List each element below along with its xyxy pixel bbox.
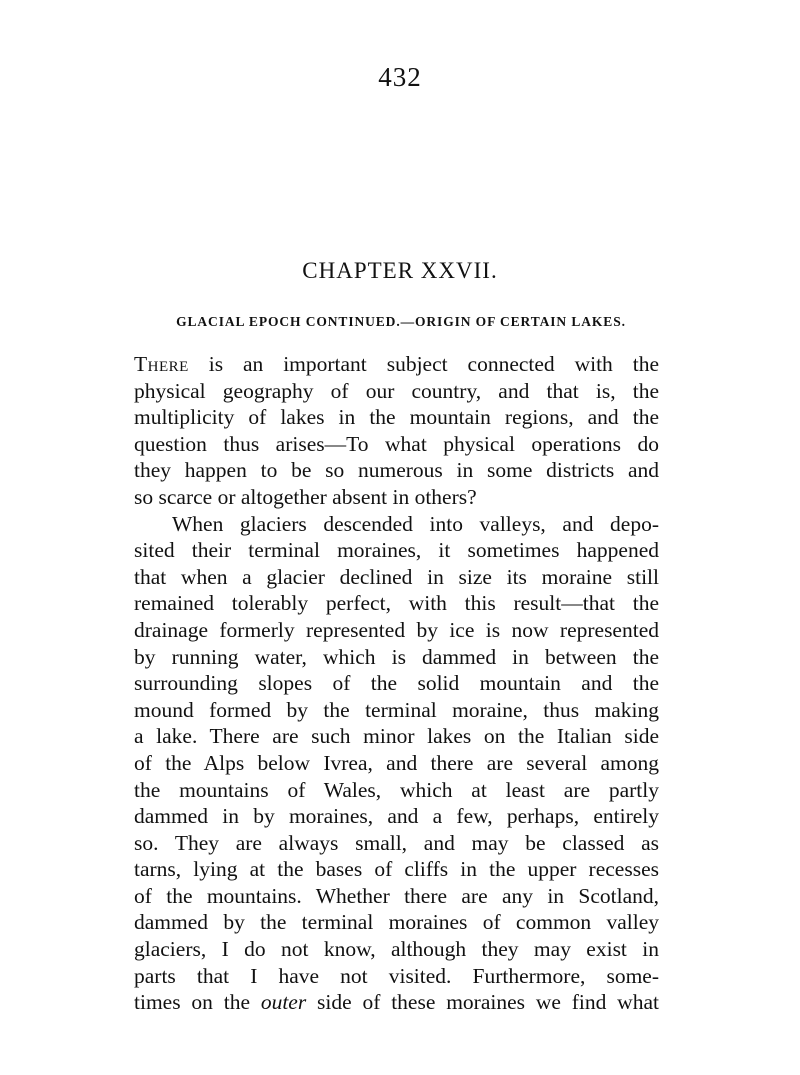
paragraph-line: so scarce or altogether absent in others?: [134, 484, 477, 509]
paragraph-line: that when a glacier declined in size its moraine still: [134, 564, 659, 589]
paragraph-line: When glaciers descended into valleys, and depo-: [172, 511, 659, 536]
paragraph-line: glaciers, I do not know, although they may exist in: [134, 937, 659, 962]
paragraph-line: parts that I have not visited. Furthermore, some-: [134, 963, 659, 988]
paragraph-line: so. They are always small, and may be classed as: [134, 830, 659, 855]
chapter-title: CHAPTER XXVII.: [302, 258, 498, 283]
paragraph-line: multiplicity of lakes in the mountain regions, and the: [134, 405, 659, 430]
paragraph-line: physical geography of our country, and that is, the: [134, 378, 659, 403]
paragraph-line: the mountains of Wales, which at least are partly: [134, 777, 659, 802]
paragraph-line: dammed by the terminal moraines of common valley: [134, 910, 659, 935]
paragraph-line: of the mountains. Whether there are any in Scotland,: [134, 883, 659, 908]
paragraph-line: a lake. There are such minor lakes on the Italian side: [134, 724, 659, 749]
paragraph-line: dammed in by moraines, and a few, perhaps, entirely: [134, 804, 659, 829]
paragraph-line: surrounding slopes of the solid mountain and the: [134, 671, 659, 696]
paragraph-line: sited their terminal moraines, it sometimes happened: [134, 538, 659, 563]
paragraph-line: they happen to be so numerous in some districts and: [134, 458, 659, 483]
emphasis-word: outer: [260, 990, 307, 1015]
paragraph-line: mound formed by the terminal moraine, thus making: [134, 697, 659, 722]
drop-word: There: [134, 352, 189, 376]
paragraph-line: of the Alps below Ivrea, and there are several among: [134, 750, 659, 775]
body-text: [134, 351, 659, 1016]
chapter-subtitle: GLACIAL EPOCH CONTINUED.—ORIGIN OF CERTAIN LAKES.: [176, 314, 626, 329]
paragraph-line: question thus arises—To what physical operations do: [134, 431, 659, 456]
paragraph-line: There is an important subject connected with the: [134, 352, 659, 376]
paragraph-line: remained tolerably perfect, with this result—that the: [134, 591, 659, 616]
page-number: 432: [378, 62, 422, 92]
paragraph-line: drainage formerly represented by ice is now represented: [134, 617, 659, 642]
paragraph-line: by running water, which is dammed in between the: [134, 644, 659, 669]
paragraph-line: tarns, lying at the bases of cliffs in the upper recesses: [134, 857, 659, 882]
paragraph-line: times on the outer side of these moraines we find what: [134, 990, 659, 1015]
